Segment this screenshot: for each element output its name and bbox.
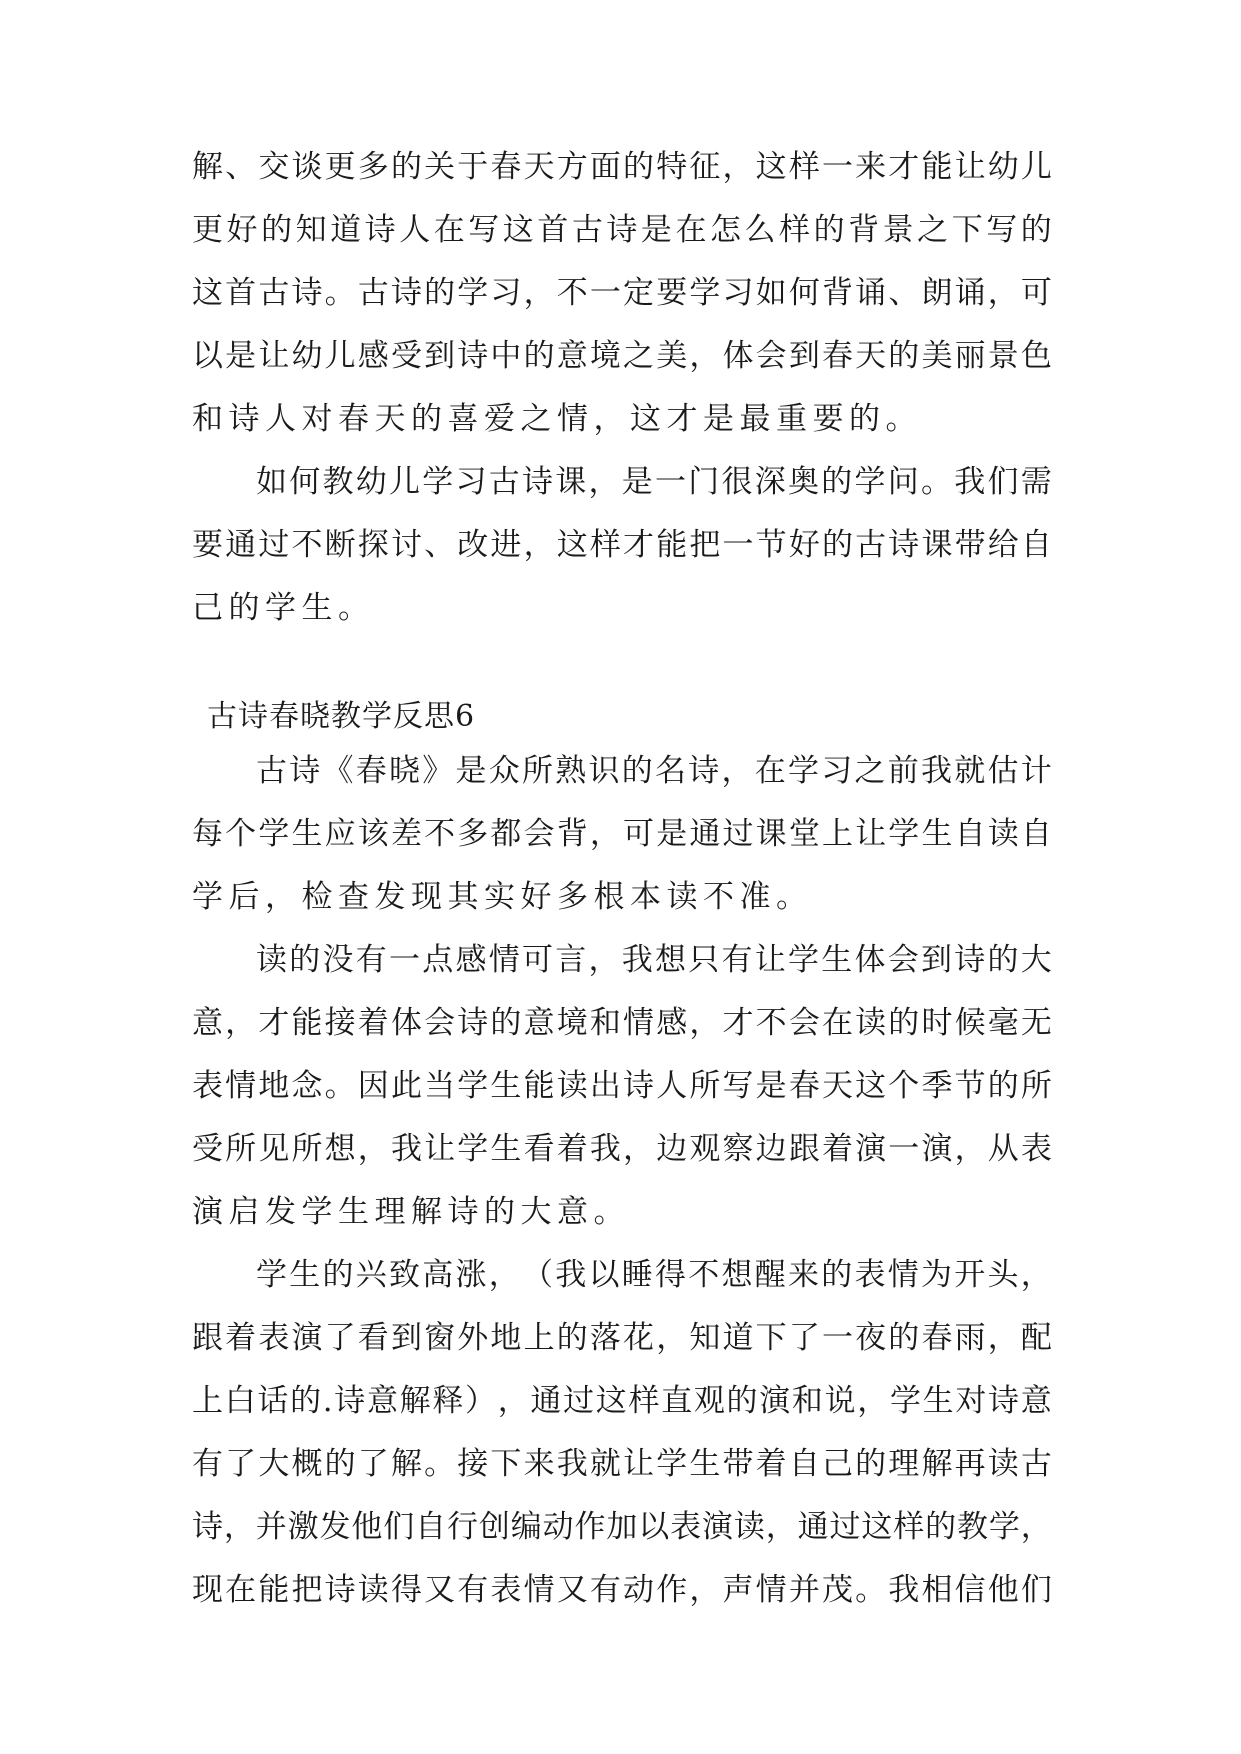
text-line: 解 、 交 谈 更 多 的 关 于 春 天 方 面 的 特 征 ， 这 样 一 来 才 能 让 幼 儿	[192, 149, 1052, 185]
text-line: 古 诗 《 春 晓 》 是 众 所 熟 识 的 名 诗 ， 在 学 习 之 前 我 就 估 计	[256, 753, 1052, 789]
text-line: 更 好 的 知 道 诗 人 在 写 这 首 古 诗 是 在 怎 么 样 的 背 景 之 下 写 的	[192, 212, 1052, 248]
text-line: 演启发学生理解诗的大意。	[192, 1194, 630, 1230]
text-line: 受 所 见 所 想 ， 我 让 学 生 看 着 我 ， 边 观 察 边 跟 着 演 一 演 ， 从 表	[192, 1131, 1052, 1167]
text-line: 上 白 话 的 . 诗 意 解 释 ） ， 通 过 这 样 直 观 的 演 和 说 ， 学 生 对 诗 意	[192, 1383, 1052, 1419]
text-line: 学后，检查发现其实好多根本读不准。	[192, 879, 813, 915]
text-line: 有 了 大 概 的 了 解 。 接 下 来 我 就 让 学 生 带 着 自 己 的 理 解 再 读 古	[192, 1446, 1052, 1482]
text-line: 和诗人对春天的喜爱之情，这才是最重要的。	[192, 401, 922, 437]
text-line: 如 何 教 幼 儿 学 习 古 诗 课 ， 是 一 门 很 深 奥 的 学 问 。 我 们 需	[256, 464, 1052, 500]
text-line: 诗 ， 并 激 发 他 们 自 行 创 编 动 作 加 以 表 演 读 ， 通 过 这 样 的 教 学 ，	[192, 1509, 1052, 1545]
section-title: 古诗春晓教学反思6	[207, 699, 476, 734]
text-line: 这 首 古 诗 。 古 诗 的 学 习 ， 不 一 定 要 学 习 如 何 背 诵 、 朗 诵 ， 可	[192, 275, 1052, 311]
text-line: 表 情 地 念 。 因 此 当 学 生 能 读 出 诗 人 所 写 是 春 天 这 个 季 节 的 所	[192, 1068, 1052, 1104]
text-line: 跟 着 表 演 了 看 到 窗 外 地 上 的 落 花 ， 知 道 下 了 一 夜 的 春 雨 ， 配	[192, 1320, 1052, 1356]
text-line: 己的学生。	[192, 590, 375, 626]
text-line: 意 ， 才 能 接 着 体 会 诗 的 意 境 和 情 感 ， 才 不 会 在 读 的 时 候 毫 无	[192, 1005, 1052, 1041]
text-line: 要 通 过 不 断 探 讨 、 改 进 ， 这 样 才 能 把 一 节 好 的 古 诗 课 带 给 自	[192, 527, 1052, 563]
text-line: 读 的 没 有 一 点 感 情 可 言 ， 我 想 只 有 让 学 生 体 会 到 诗 的 大	[256, 942, 1052, 978]
text-line: 学 生 的 兴 致 高 涨 ， （ 我 以 睡 得 不 想 醒 来 的 表 情 为 开 头 ，	[256, 1257, 1052, 1293]
text-line: 每 个 学 生 应 该 差 不 多 都 会 背 ， 可 是 通 过 课 堂 上 让 学 生 自 读 自	[192, 816, 1052, 852]
text-line: 现 在 能 把 诗 读 得 又 有 表 情 又 有 动 作 ， 声 情 并 茂 。 我 相 信 他 们	[192, 1572, 1052, 1608]
text-line: 以 是 让 幼 儿 感 受 到 诗 中 的 意 境 之 美 ， 体 会 到 春 天 的 美 丽 景 色	[192, 338, 1052, 374]
